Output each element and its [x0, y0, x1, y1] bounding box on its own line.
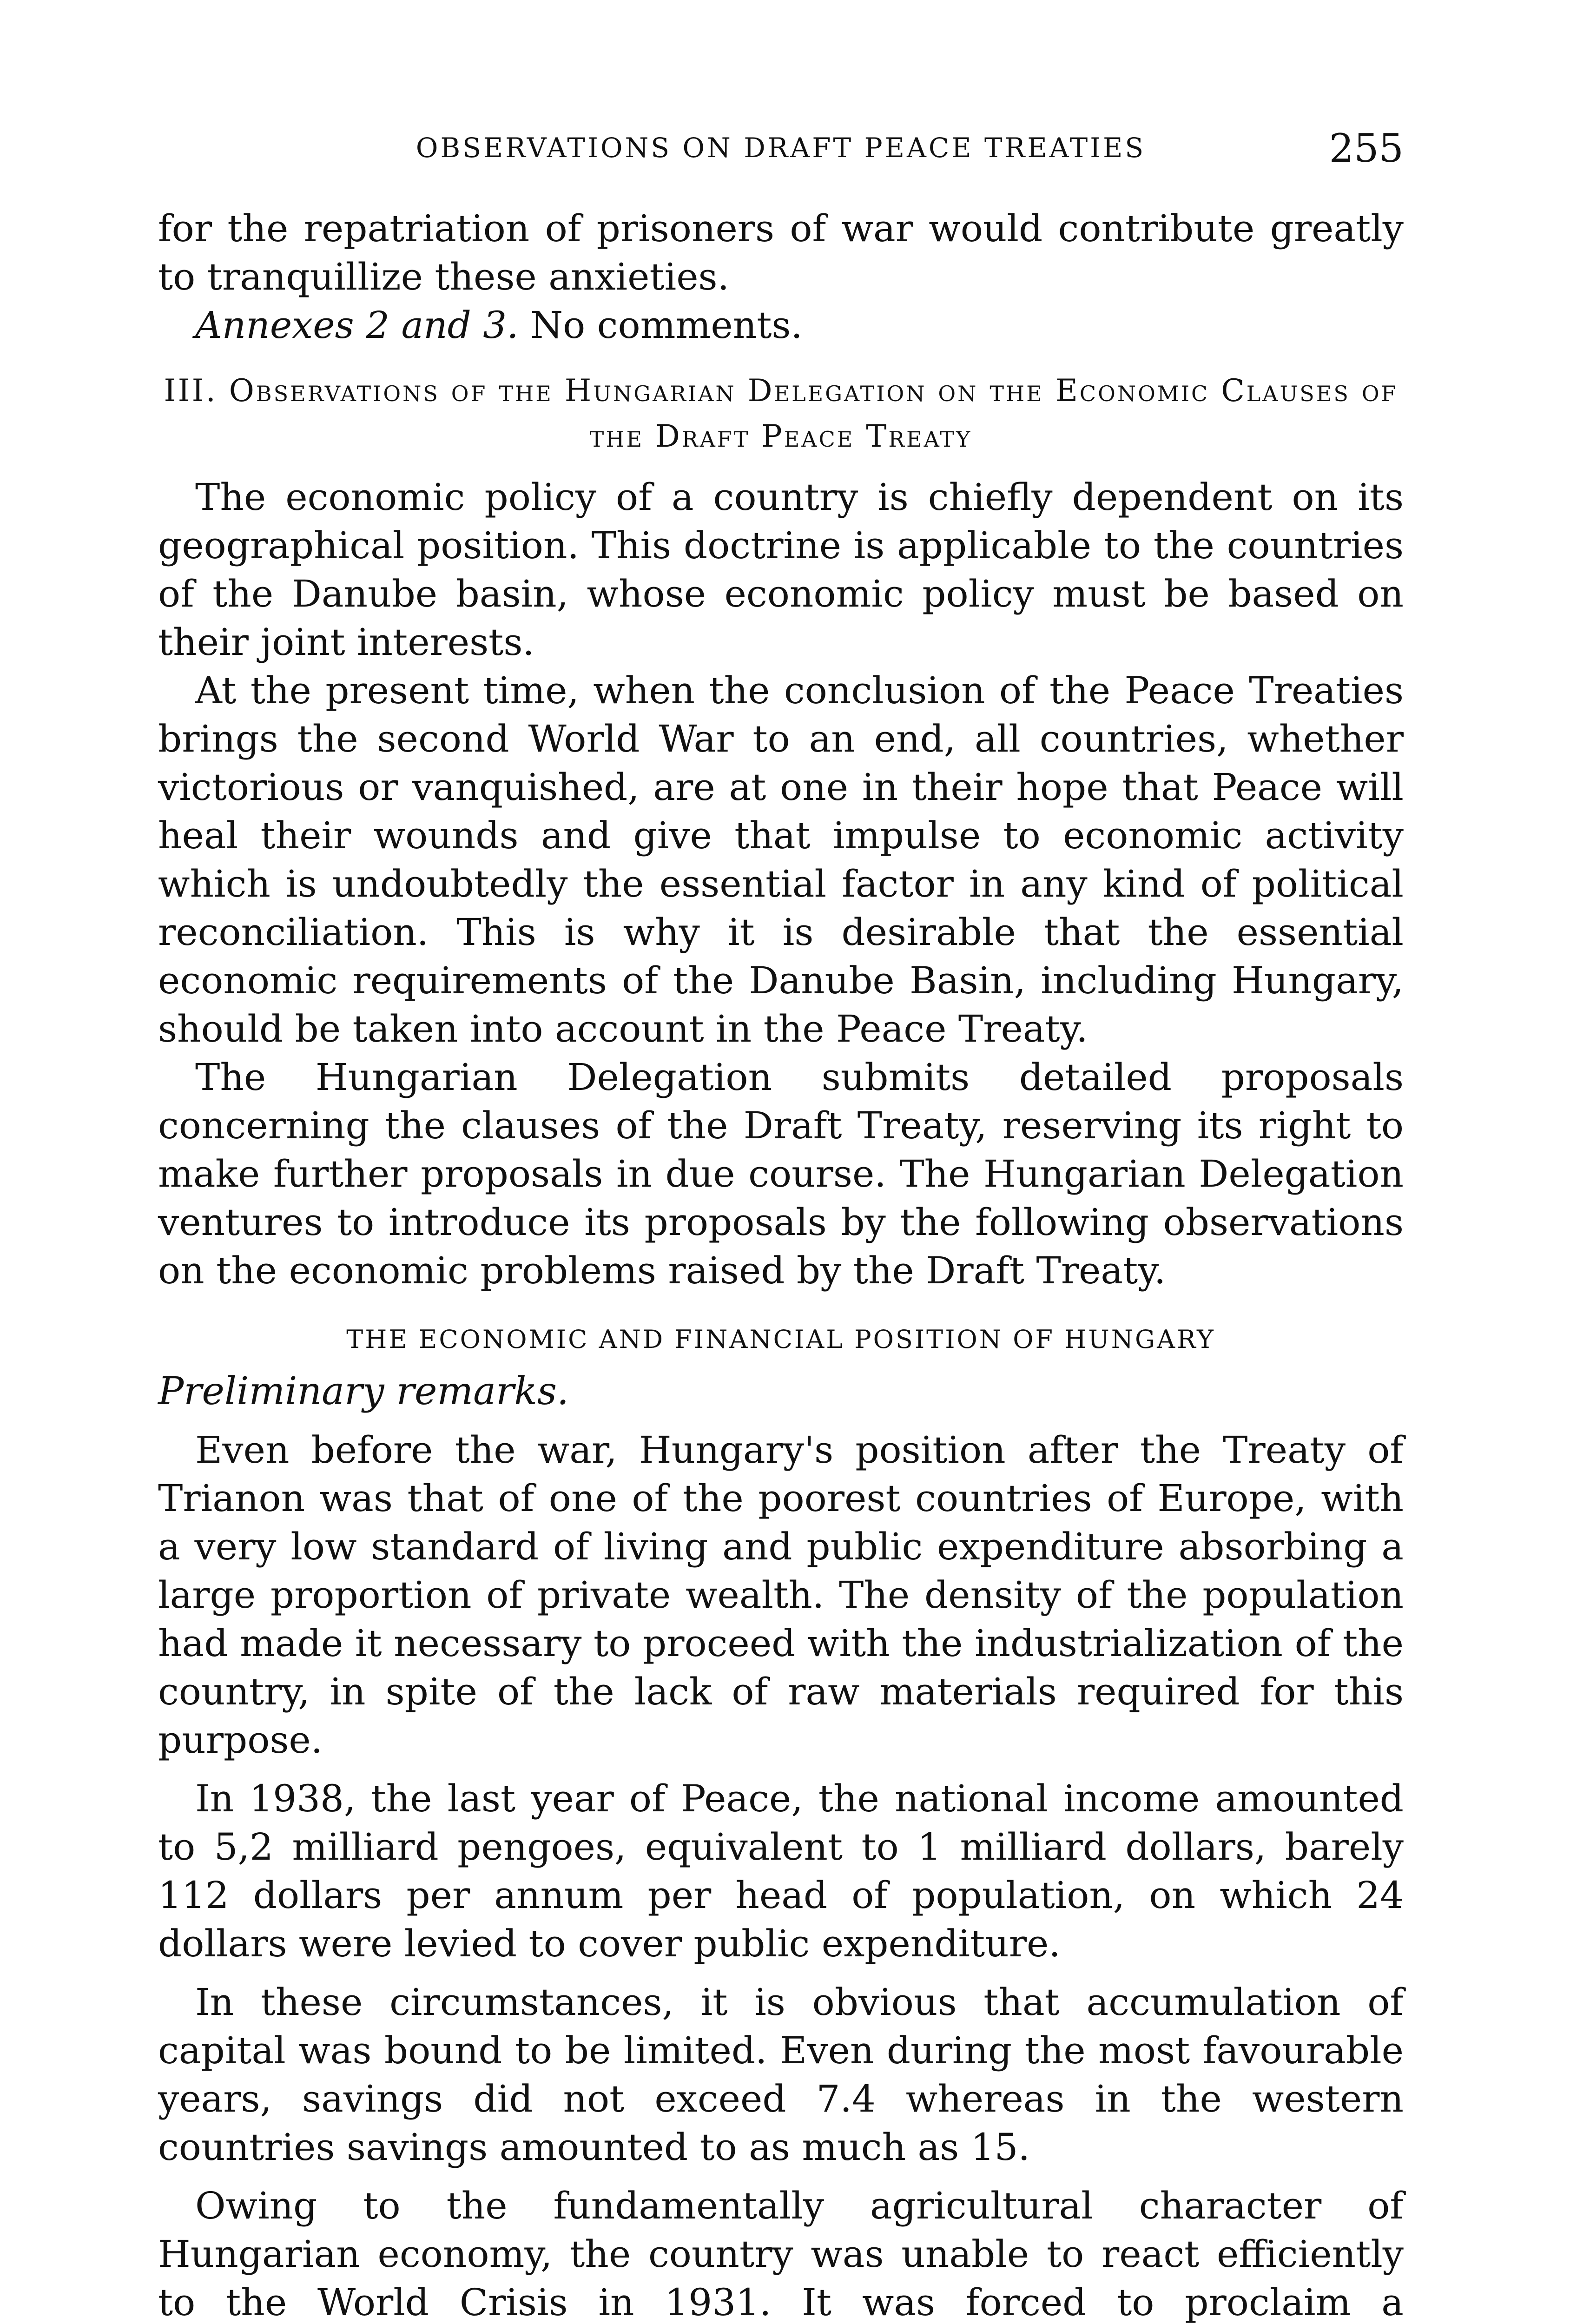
body-text: [158, 205, 1404, 2324]
annexes-text: No comments.: [530, 304, 803, 347]
remarks-heading: Preliminary remarks.: [158, 1369, 569, 1413]
subheading: THE ECONOMIC AND FINANCIAL POSITION OF HUNGARY: [346, 1325, 1215, 1354]
paragraph-2: At the present time, when the conclusion of the Peace Treaties brings the second World War to an end, all countries, whether victorious or vanquished, are at one in their hope that Peace will heal their wounds and give that impulse to economic activity which is undoubtedly the essential factor in any kind of political reconciliation. This is why it is desirable that the essential economic requirements of the Danube Basin, including Hungary, should be taken into account in the Peace Treaty.: [158, 669, 1404, 1050]
section-title: [158, 368, 1404, 459]
paragraph-5: In 1938, the last year of Peace, the national income amounted to 5,2 milliard pengoes, equivalent to 1 milliard dollars, barely 112 dollars per annum per head of population, on which 24 dollars were levied to cover public expenditure.: [158, 1777, 1404, 1965]
paragraph-3: The Hungarian Delegation submits detailed proposals concerning the clauses of the Draft Treaty, reserving its right to make further proposals in due course. The Hungarian Delegation ventures to introduce its proposals by the following observations on the economic problems raised by the Draft Treaty.: [158, 1056, 1404, 1292]
page-header: [158, 125, 1404, 171]
running-head: OBSERVATIONS ON DRAFT PEACE TREATIES: [416, 132, 1146, 164]
paragraph-6: In these circumstances, it is obvious that accumulation of capital was bound to be limited. Even during the most favourable years, savings did not exceed 7.4 whereas in the western countries savings amounted to as much as 15.: [158, 1981, 1404, 2169]
paragraph-continuation: for the repatriation of prisoners of war would contribute greatly to tranquillize these anxieties.: [158, 207, 1404, 298]
section-number: III.: [164, 373, 218, 409]
annexes-line: [158, 301, 1404, 350]
paragraph-4: Even before the war, Hungary's position after the Treaty of Trianon was that of one of the poorest countries of Europe, with a very low standard of living and public expenditure absorbing a large proportion of private wealth. The density of the population had made it necessary to proceed with the industrialization of the country, in spite of the lack of raw materials required for this purpose.: [158, 1428, 1404, 1762]
paragraph-7: Owing to the fundamentally agricultural character of Hungarian economy, the country was unable to react efficiently to the World Crisis in 1931. It was forced to proclaim a: [158, 2184, 1404, 2324]
annexes-label: Annexes 2 and 3.: [195, 304, 519, 347]
section-title-text: Observations of the Hungarian Delegation on the Economic Clauses of the Draft Peace Treaty: [229, 373, 1398, 454]
page-number: 255: [1329, 125, 1404, 171]
paragraph-1: The economic policy of a country is chiefly dependent on its geographical position. This doctrine is applicable to the countries of the Danube basin, whose economic policy must be based on their joint interests.: [158, 475, 1404, 664]
